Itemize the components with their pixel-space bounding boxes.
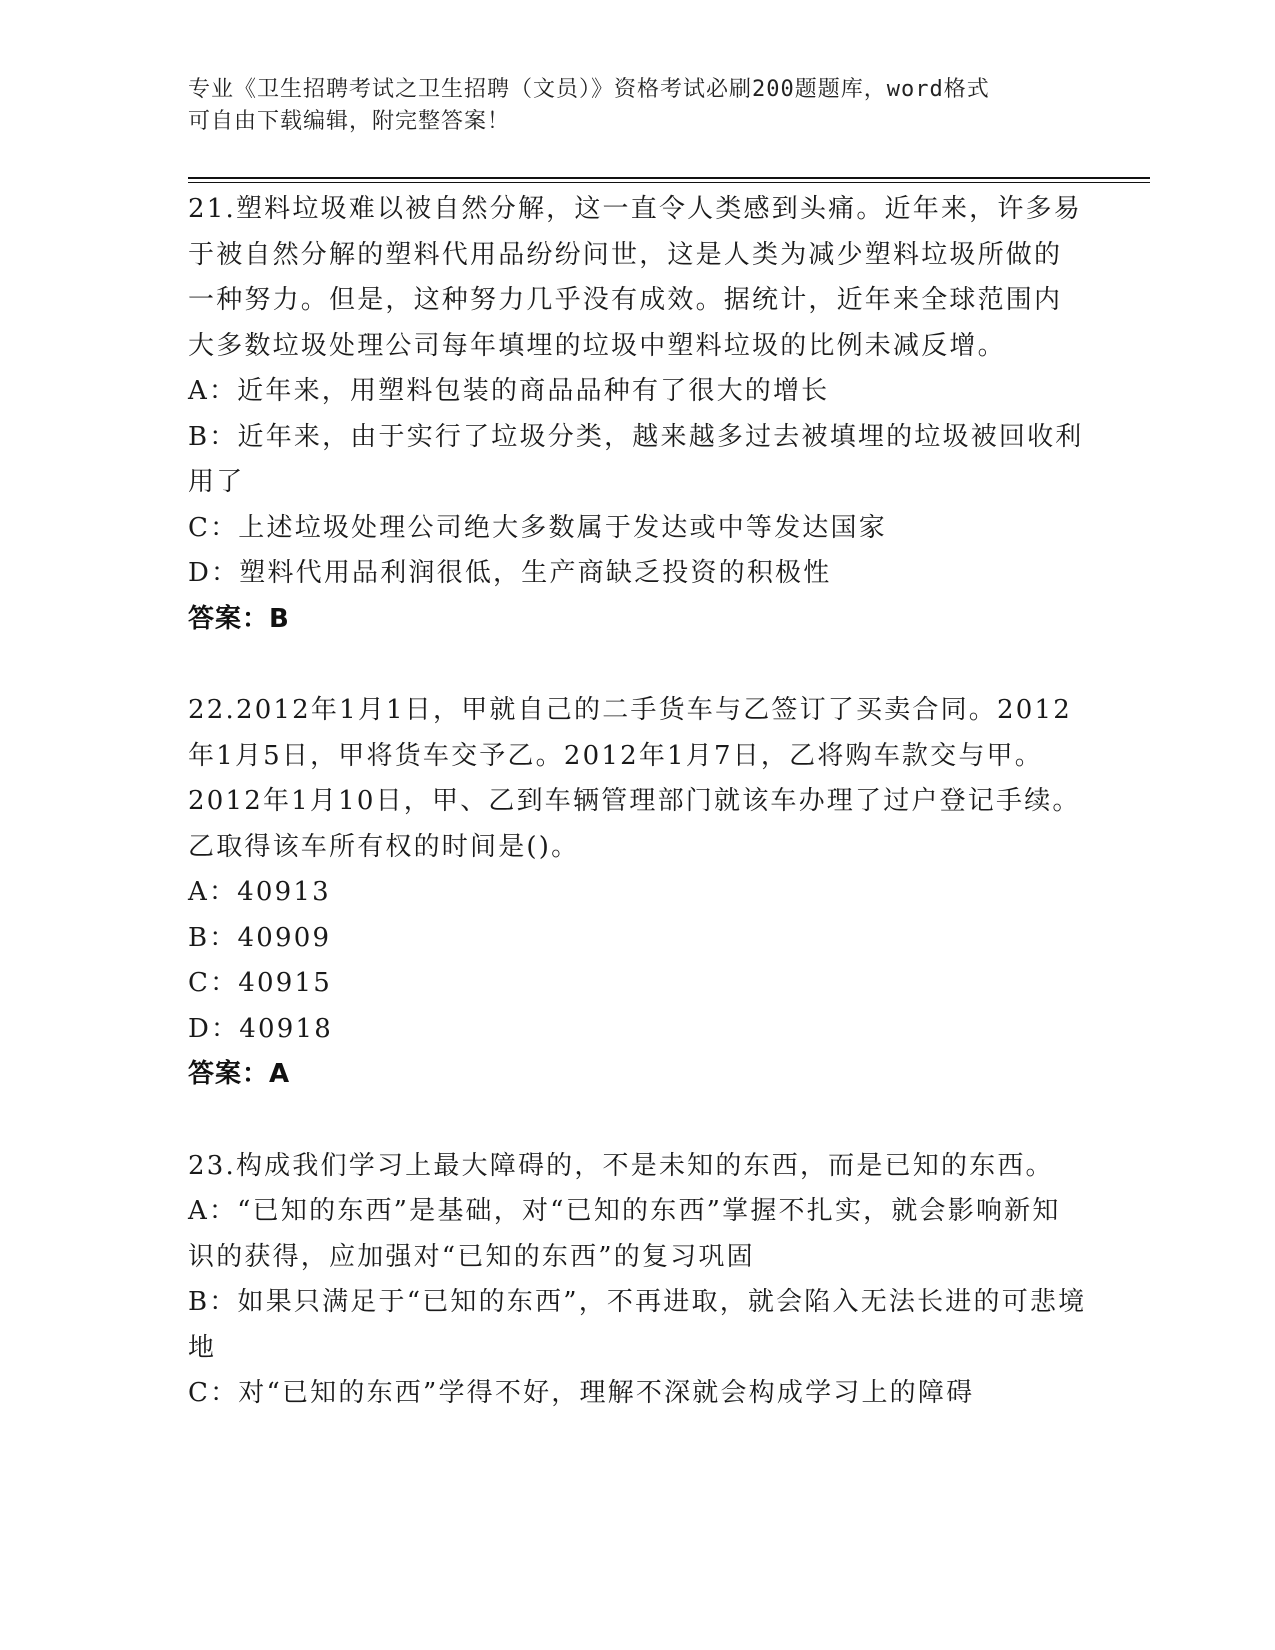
option-d: D：塑料代用品利润很低，生产商缺乏投资的积极性 xyxy=(188,558,832,588)
question-text: 23.构成我们学习上最大障碍的，不是未知的东西，而是已知的东西。 xyxy=(188,1150,1054,1181)
question-23 xyxy=(188,1144,1088,1417)
option-a: A：近年来，用塑料包装的商品品种有了很大的增长 xyxy=(188,376,830,406)
answer-label: 答案：A xyxy=(188,1059,291,1089)
option-b: B：40909 xyxy=(188,922,332,953)
question-spacer xyxy=(188,642,1088,688)
option-b: B：近年来，由于实行了垃圾分类，越来越多过去被填埋的垃圾被回收利用了 xyxy=(188,421,1084,497)
question-list xyxy=(188,187,1088,1417)
document-header xyxy=(188,74,1068,138)
option-c: C：对“已知的东西”学得不好，理解不深就会构成学习上的障碍 xyxy=(188,1378,975,1408)
header-rule-thick xyxy=(188,177,1150,179)
option-a: A：40913 xyxy=(188,877,331,907)
question-text: 21.塑料垃圾难以被自然分解，这一直令人类感到头痛。近年来，许多易于被自然分解的塑料代用品纷纷问世，这是人类为减少塑料垃圾所做的一种努力。但是，这种努力几乎没有成效。据统计，近年来全球范围内大多数垃圾处理公司每年填埋的垃圾中塑料垃圾的比例未减反增。 xyxy=(188,194,1082,361)
header-rule-thin xyxy=(188,182,1150,183)
question-spacer xyxy=(188,1098,1088,1144)
answer-label: 答案：B xyxy=(188,603,290,634)
option-d: D：40918 xyxy=(188,1013,333,1044)
question-text: 22.2012年1月1日，甲就自己的二手货车与乙签订了买卖合同。2012年1月5日，甲将货车交予乙。2012年1月7日，乙将购车款交与甲。2012年1月10日，甲、乙到车辆管理部门就该车办理了过户登记手续。乙取得该车所有权的时间是()。 xyxy=(188,695,1081,862)
question-22 xyxy=(188,688,1088,1098)
option-c: C：上述垃圾处理公司绝大多数属于发达或中等发达国家 xyxy=(188,512,887,543)
option-b: B：如果只满足于“已知的东西”，不再进取，就会陷入无法长进的可悲境地 xyxy=(188,1287,1087,1363)
header-line-2: 可自由下载编辑，附完整答案！ xyxy=(188,109,511,134)
header-line-1: 专业《卫生招聘考试之卫生招聘（文员）》资格考试必刷200题题库，word格式 xyxy=(188,77,990,102)
option-c: C：40915 xyxy=(188,968,333,998)
question-21 xyxy=(188,187,1088,642)
option-a: A：“已知的东西”是基础，对“已知的东西”掌握不扎实，就会影响新知识的获得，应加强对“已知的东西”的复习巩固 xyxy=(188,1196,1061,1272)
